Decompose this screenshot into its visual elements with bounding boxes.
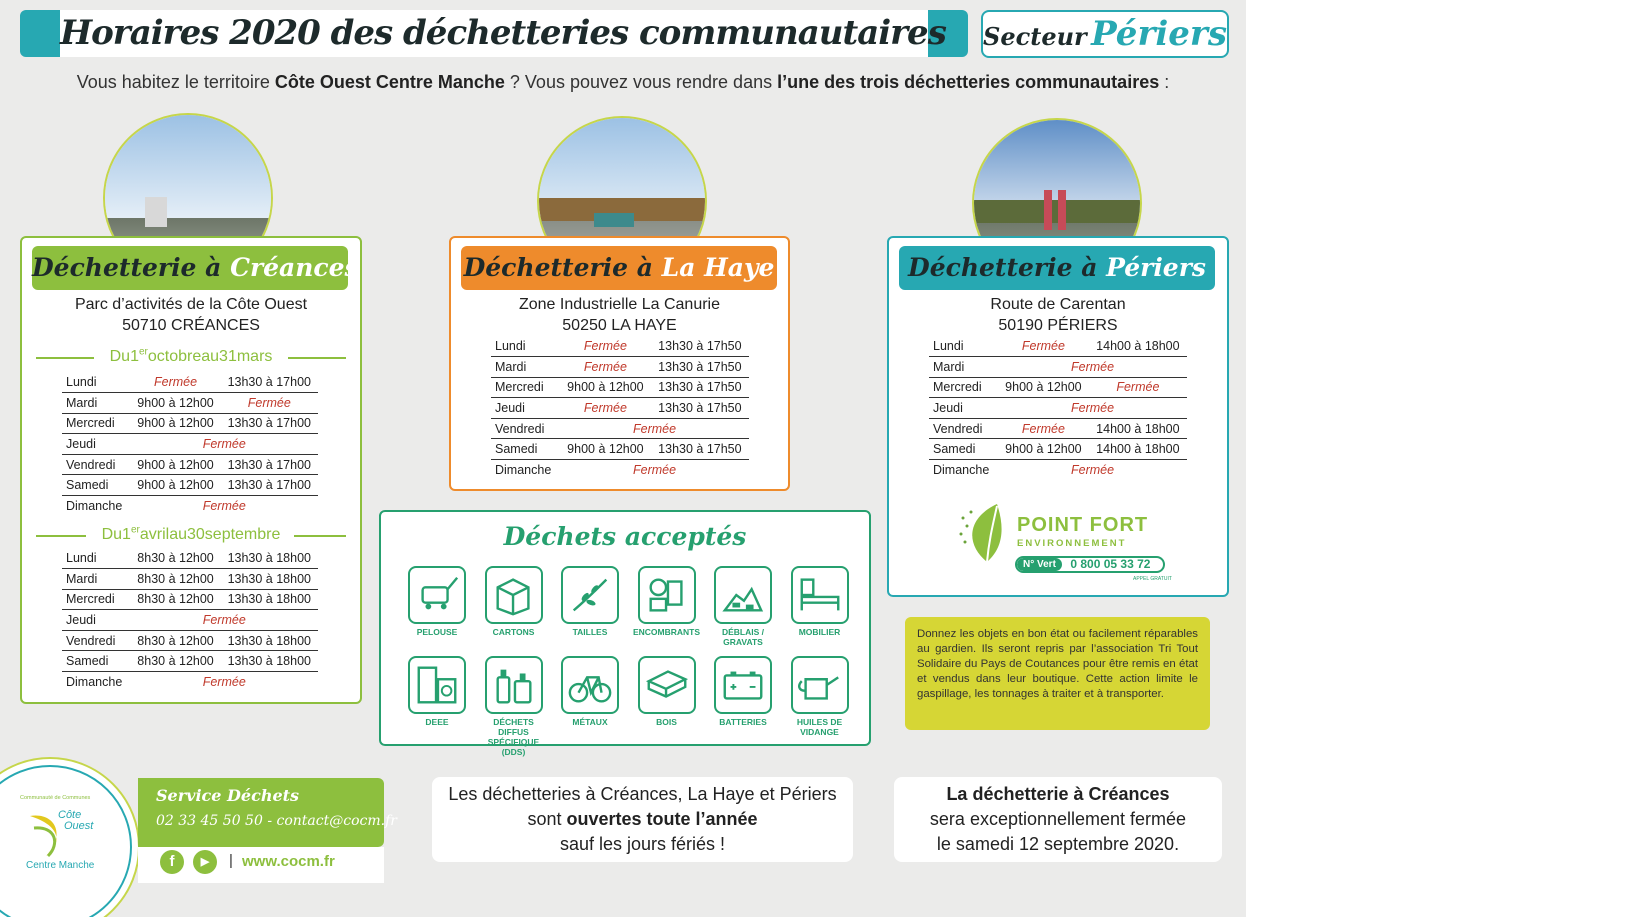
photo-shed	[145, 197, 167, 227]
closed-day-cell: Fermée	[998, 398, 1187, 419]
hours-row	[929, 398, 1187, 419]
afternoon-cell: 14h00 à 18h00	[1089, 439, 1187, 460]
day-cell: Jeudi	[62, 434, 131, 455]
facebook-icon[interactable]: f	[160, 850, 184, 874]
hours-row	[62, 589, 318, 610]
hours-row	[929, 336, 1187, 357]
reuse-note: Donnez les objets en bon état ou facilement réparables au gardien. Ils seront repris par l’association Tri Tout Solidaire du Pays de Coutances pour être remis en état et vendus dans leur boutique. Cette action limite le gaspillage, les tonnages à traiter et à transporter.	[905, 617, 1210, 730]
period-sup: er	[130, 525, 140, 536]
morning-cell: Fermée	[560, 357, 651, 378]
hours-table-winter	[62, 372, 318, 516]
morning-cell: 9h00 à 12h00	[131, 454, 221, 475]
period-rule	[294, 535, 346, 537]
period-rule	[288, 357, 346, 359]
hours-row	[929, 460, 1187, 481]
title-bar	[20, 10, 968, 57]
accepted-waste-title: Déchets acceptés	[503, 522, 747, 551]
hours-row	[62, 475, 318, 496]
waste-label: BATTERIES	[719, 717, 767, 727]
hours-row	[62, 651, 318, 672]
partner-logo	[957, 500, 1172, 590]
hours-row	[62, 454, 318, 475]
morning-cell: 8h30 à 12h00	[131, 569, 221, 590]
period-summer-label	[96, 526, 287, 543]
intro-territory: Côte Ouest Centre Manche	[274, 72, 505, 92]
bicycle-icon	[561, 656, 619, 714]
logo-centre-manche: Centre Manche	[26, 860, 95, 871]
address-line-1: Zone Industrielle La Canurie	[518, 296, 720, 313]
free-phone-badge	[1015, 556, 1165, 573]
address-line-1: Parc d’activités de la Côte Ouest	[74, 296, 308, 313]
photo-flag	[1044, 190, 1052, 230]
hours-row	[491, 460, 749, 481]
day-cell: Lundi	[62, 548, 131, 569]
closed-day-cell: Fermée	[131, 610, 318, 631]
hours-row	[929, 377, 1187, 398]
chemical-bottles-icon	[485, 656, 543, 714]
box-icon	[485, 566, 543, 624]
morning-cell: Fermée	[560, 398, 651, 419]
closed-day-cell: Fermée	[998, 357, 1187, 378]
period-rule	[36, 357, 94, 359]
afternoon-cell: 13h30 à 17h50	[651, 357, 749, 378]
afternoon-cell: 14h00 à 18h00	[1089, 336, 1187, 357]
waste-tile	[401, 656, 473, 727]
photo-flag	[1058, 190, 1066, 230]
morning-cell: 8h30 à 12h00	[131, 589, 221, 610]
waste-tile	[784, 566, 856, 637]
logo-ouest: Ouest	[64, 820, 94, 832]
hours-row	[929, 439, 1187, 460]
hours-row	[62, 672, 318, 693]
day-cell: Lundi	[929, 336, 998, 357]
photo-container	[594, 213, 634, 227]
waste-label: DÉCHETS DIFFUS SPÉCIFIQUE (DDS)	[487, 717, 540, 757]
waste-tile	[478, 656, 550, 757]
morning-cell: 8h30 à 12h00	[131, 548, 221, 569]
day-cell: Mercredi	[491, 377, 560, 398]
banner-town: Créances	[230, 253, 359, 282]
closed-day-cell: Fermée	[131, 434, 318, 455]
morning-cell: 9h00 à 12h00	[560, 377, 651, 398]
address-line-2: 50710 CRÉANCES	[122, 317, 260, 334]
morning-cell: Fermée	[998, 418, 1089, 439]
day-cell: Dimanche	[495, 463, 552, 478]
afternoon-cell: 13h30 à 18h00	[221, 569, 318, 590]
logo-text	[58, 810, 93, 832]
hours-row	[929, 418, 1187, 439]
afternoon-cell: 13h30 à 18h00	[221, 630, 318, 651]
banner-prefix: Déchetterie à	[32, 253, 231, 282]
period-winter	[36, 347, 346, 367]
intro-part: :	[1159, 72, 1170, 92]
afternoon-cell: 13h30 à 17h00	[221, 454, 318, 475]
info-line: le samedi 12 septembre 2020.	[936, 834, 1180, 854]
closed-day-cell: Fermée	[560, 418, 749, 439]
morning-cell: 9h00 à 12h00	[131, 475, 221, 496]
title-box	[60, 10, 946, 57]
day-cell: Mardi	[491, 357, 560, 378]
afternoon-cell: 13h30 à 18h00	[221, 548, 318, 569]
accepted-waste-panel	[379, 510, 871, 757]
sector-name: Périers	[1091, 14, 1227, 54]
morning-cell: 9h00 à 12h00	[131, 393, 221, 414]
page-title: Horaires 2020 des déchetteries communautaires	[60, 13, 946, 53]
waste-tile	[707, 656, 779, 727]
day-cell: Vendredi	[491, 418, 560, 439]
morning-cell: Fermée	[131, 372, 221, 393]
banner-periers	[899, 246, 1215, 290]
afternoon-cell: 13h30 à 17h00	[221, 372, 318, 393]
free-phone-number: 0 800 05 33 72	[1070, 557, 1151, 571]
waste-label: DEEE	[425, 717, 449, 727]
service-dechets-box	[138, 778, 397, 847]
period-text: octobreau31mars	[147, 348, 273, 366]
waste-label: MOBILIER	[798, 627, 841, 637]
day-cell: Lundi	[62, 372, 131, 393]
afternoon-cell: 13h30 à 17h50	[651, 336, 749, 357]
intro-part: Vous habitez le territoire	[76, 72, 275, 92]
waste-label: TAILLES	[572, 627, 608, 637]
waste-tile	[554, 656, 626, 727]
waste-tile	[631, 656, 703, 727]
info-line: sera exceptionnellement fermée	[929, 809, 1187, 829]
info-line: Les déchetteries à Créances, La Haye et Périers	[448, 784, 837, 804]
morning-cell: 9h00 à 12h00	[131, 413, 221, 434]
morning-cell: Fermée	[998, 336, 1089, 357]
logo-community-label: Communauté de Communes	[20, 795, 91, 801]
hours-row	[491, 418, 749, 439]
period-text: Du1	[101, 526, 131, 544]
hours-row	[62, 548, 318, 569]
hours-row	[62, 393, 318, 414]
intro-emphasis: l’une des trois déchetteries communautaires	[777, 72, 1160, 92]
hours-table-lahaye	[491, 336, 749, 480]
day-cell: Mercredi	[62, 589, 131, 610]
day-cell: Dimanche	[933, 463, 990, 478]
rubble-icon	[714, 566, 772, 624]
day-cell: Mercredi	[62, 413, 131, 434]
hours-row	[62, 496, 318, 517]
afternoon-cell: 13h30 à 17h00	[221, 475, 318, 496]
leaf-icon	[957, 500, 1017, 566]
waste-tile	[631, 566, 703, 637]
hours-row	[491, 377, 749, 398]
morning-cell: 9h00 à 12h00	[998, 439, 1089, 460]
hours-row	[491, 357, 749, 378]
info-text: sont	[527, 809, 567, 829]
hours-row	[491, 398, 749, 419]
period-summer	[36, 525, 346, 545]
afternoon-cell: 14h00 à 18h00	[1089, 418, 1187, 439]
banner-creances	[32, 246, 359, 290]
battery-icon	[714, 656, 772, 714]
day-cell: Samedi	[491, 439, 560, 460]
period-text: Du1	[109, 348, 139, 366]
hours-row	[929, 357, 1187, 378]
closed-day-cell: Fermée	[632, 463, 677, 478]
period-sup: er	[138, 347, 148, 358]
day-cell: Samedi	[929, 439, 998, 460]
card-periers	[887, 236, 1229, 597]
day-cell: Samedi	[62, 651, 131, 672]
lawnmower-icon	[408, 566, 466, 624]
waste-label: PELOUSE	[416, 627, 458, 637]
branch-icon	[561, 566, 619, 624]
info-line: sauf les jours fériés !	[559, 834, 726, 854]
closed-day-cell: Fermée	[202, 675, 246, 690]
morning-cell: 8h30 à 12h00	[131, 651, 221, 672]
waste-label: DÉBLAIS / GRAVATS	[721, 627, 765, 647]
afternoon-cell: 13h30 à 17h50	[651, 439, 749, 460]
day-cell: Mercredi	[929, 377, 998, 398]
appliances-icon	[408, 656, 466, 714]
day-cell: Mardi	[62, 393, 131, 414]
day-cell: Vendredi	[62, 454, 131, 475]
photo-sky	[105, 115, 271, 218]
partner-name: POINT FORT	[1017, 514, 1149, 536]
day-cell: Mardi	[929, 357, 998, 378]
card-lahaye	[449, 236, 790, 491]
card-creances	[20, 236, 362, 704]
afternoon-cell: 13h30 à 18h00	[221, 589, 318, 610]
period-rule	[36, 535, 86, 537]
address-line-2: 50190 PÉRIERS	[998, 317, 1118, 334]
hours-row	[62, 610, 318, 631]
afternoon-cell: Fermée	[221, 393, 318, 414]
hours-row	[62, 434, 318, 455]
morning-cell: Fermée	[560, 336, 651, 357]
afternoon-cell: 13h30 à 17h50	[651, 398, 749, 419]
info-open-all-year	[432, 777, 853, 862]
hours-table-summer	[62, 548, 318, 692]
website-link[interactable]: www.cocm.fr	[242, 853, 335, 870]
info-line: La déchetterie à Créances	[946, 784, 1170, 804]
hours-row	[491, 439, 749, 460]
period-text: avrilau30septembre	[139, 526, 281, 544]
service-title: Service Déchets	[156, 786, 300, 805]
afternoon-cell: 13h30 à 17h50	[651, 377, 749, 398]
day-cell: Jeudi	[929, 398, 998, 419]
morning-cell: 9h00 à 12h00	[998, 377, 1089, 398]
info-exceptional-closure	[894, 777, 1222, 862]
day-cell: Dimanche	[66, 499, 123, 514]
free-phone-note: APPEL GRATUIT	[1133, 576, 1172, 582]
info-emphasis: ouvertes toute l’année	[566, 809, 758, 829]
intro-part: ? Vous pouvez vous rendre dans	[504, 72, 778, 92]
bulky-items-icon	[638, 566, 696, 624]
hours-row	[62, 413, 318, 434]
waste-tile	[401, 566, 473, 637]
banner-prefix: Déchetterie à	[463, 253, 662, 282]
morning-cell: 8h30 à 12h00	[131, 630, 221, 651]
day-cell: Samedi	[62, 475, 131, 496]
day-cell: Vendredi	[62, 630, 131, 651]
hours-row	[62, 569, 318, 590]
address-line-2: 50250 LA HAYE	[562, 317, 677, 334]
waste-tile	[707, 566, 779, 647]
waste-tile	[478, 566, 550, 637]
banner-prefix: Déchetterie à	[908, 253, 1107, 282]
waste-label: MÉTAUX	[572, 717, 608, 727]
furniture-icon	[791, 566, 849, 624]
banner-town: La Haye	[661, 253, 775, 282]
waste-tile	[554, 566, 626, 637]
partner-subtitle: ENVIRONNEMENT	[1017, 538, 1127, 549]
pallet-icon	[638, 656, 696, 714]
waste-label: BOIS	[656, 717, 677, 727]
day-cell: Dimanche	[66, 675, 123, 690]
afternoon-cell: 13h30 à 17h00	[221, 413, 318, 434]
day-cell: Vendredi	[929, 418, 998, 439]
hours-table-periers	[929, 336, 1187, 480]
free-phone-label: N° Vert	[1017, 558, 1062, 571]
waste-label: CARTONS	[492, 627, 535, 637]
period-winter-label	[104, 348, 279, 365]
info-line	[432, 807, 853, 832]
intro-text	[0, 72, 1246, 93]
address-line-1: Route de Carentan	[990, 296, 1126, 313]
closed-day-cell: Fermée	[202, 499, 246, 514]
hours-row	[491, 336, 749, 357]
afternoon-cell: Fermée	[1089, 377, 1187, 398]
day-cell: Jeudi	[491, 398, 560, 419]
sector-label: Secteur	[983, 22, 1087, 51]
afternoon-cell: 13h30 à 18h00	[221, 651, 318, 672]
waste-label: ENCOMBRANTS	[632, 627, 701, 637]
waste-tile	[784, 656, 856, 737]
banner-town: Périers	[1106, 253, 1206, 282]
waste-label: HUILES DE VIDANGE	[796, 717, 843, 737]
logo-cote: Côte	[58, 809, 82, 821]
day-cell: Lundi	[491, 336, 560, 357]
oil-can-icon	[791, 656, 849, 714]
hours-row	[62, 372, 318, 393]
banner-lahaye	[461, 246, 777, 290]
morning-cell: 9h00 à 12h00	[560, 439, 651, 460]
hours-row	[62, 630, 318, 651]
day-cell: Mardi	[62, 569, 131, 590]
youtube-icon[interactable]: ▶	[193, 850, 217, 874]
day-cell: Jeudi	[62, 610, 131, 631]
separator: |	[229, 852, 233, 869]
service-contact: 02 33 45 50 50 - contact@cocm.fr	[156, 813, 397, 829]
closed-day-cell: Fermée	[1070, 463, 1115, 478]
sector-badge	[981, 10, 1229, 58]
